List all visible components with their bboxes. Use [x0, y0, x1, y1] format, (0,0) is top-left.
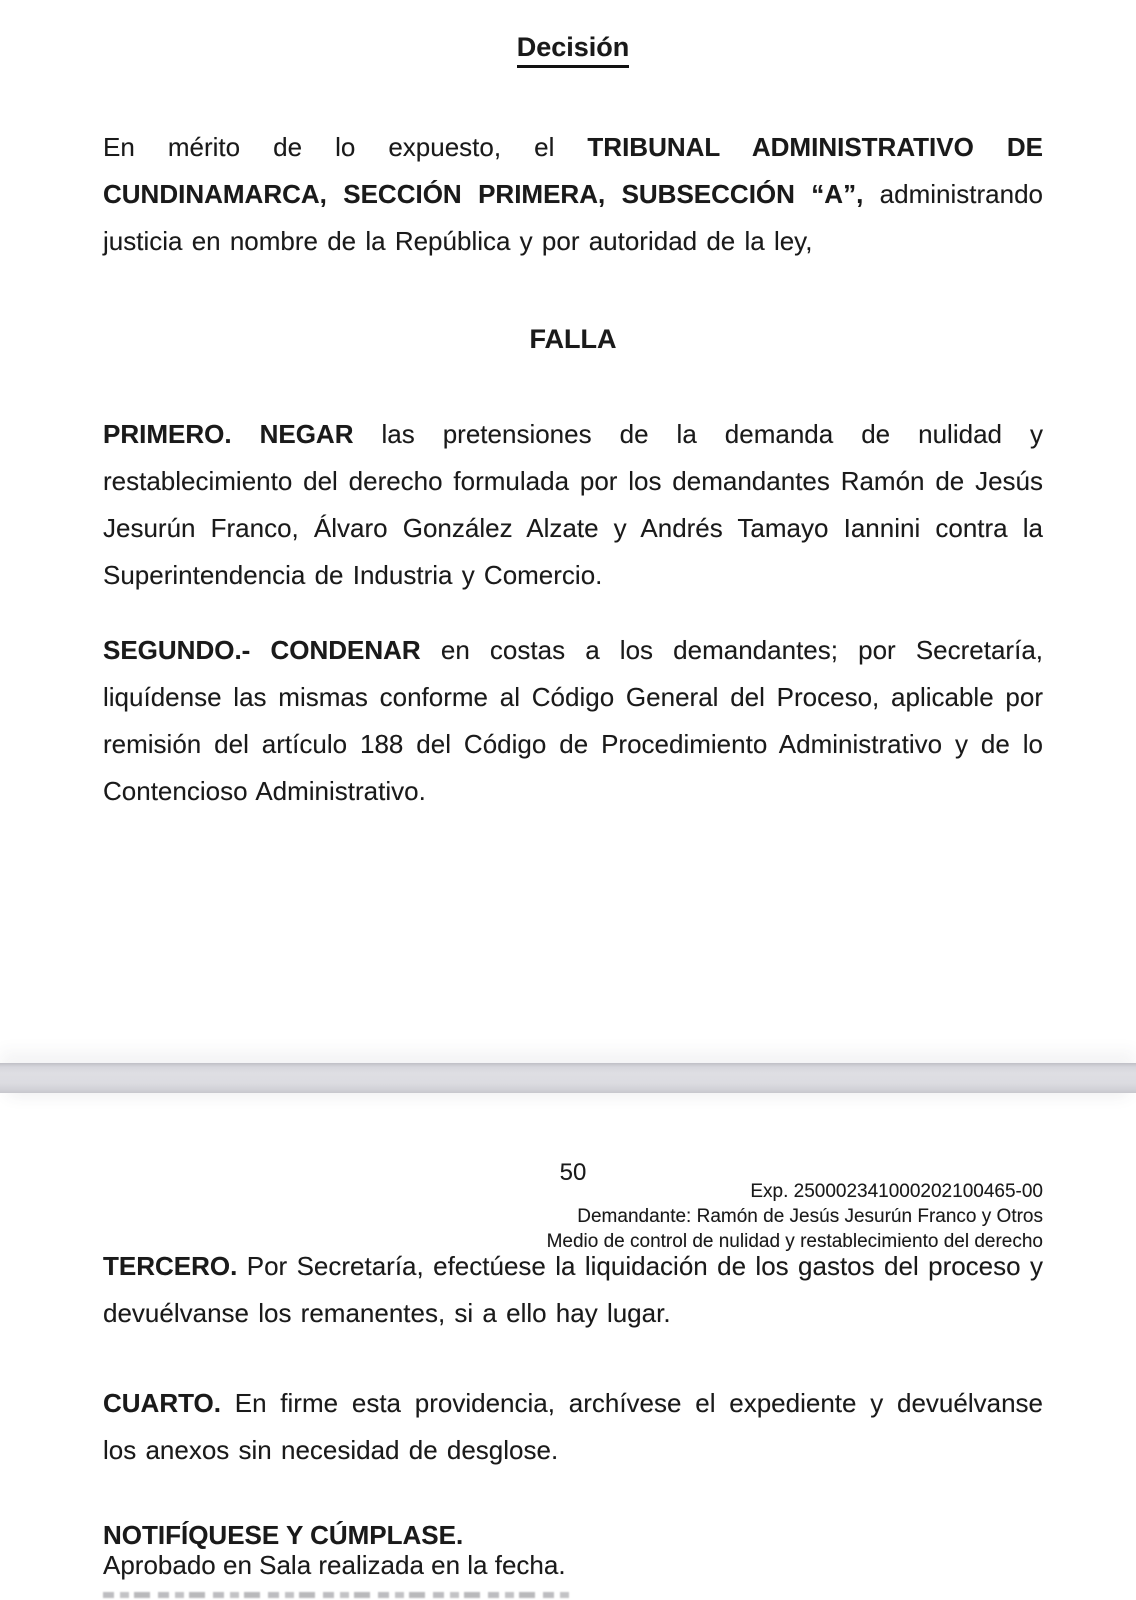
intro-text-start: En mérito de lo expuesto, el — [103, 132, 588, 162]
aprobado-line: Aprobado en Sala realizada en la fecha. — [103, 1550, 566, 1580]
medio-line: Medio de control de nulidad y restablecimiento del derecho — [546, 1231, 1043, 1252]
demandante-line: Demandante: Ramón de Jesús Jesurún Franco y Otros — [577, 1206, 1043, 1227]
decision-heading — [103, 0, 1043, 68]
primero-label: PRIMERO. NEGAR — [103, 419, 354, 449]
cuarto-label: CUARTO. — [103, 1388, 221, 1418]
primero-text: las pretensiones de la demanda de nulidad y restablecimiento del derecho formulada por los demandantes Ramón de Jesús Jesurún Franco, Álvaro González Alzate y Andrés Tamayo Iannini contra la Superintendencia de Industria y Comercio. — [103, 419, 1043, 590]
segundo-paragraph — [103, 627, 1043, 815]
intro-text-end: administrando justicia en nombre de la República y por autoridad de la ley, — [103, 179, 1043, 256]
tribunal-name-bold: TRIBUNAL ADMINISTRATIVO DE CUNDINAMARCA, SECCIÓN PRIMERA, SUBSECCIÓN “A”, — [103, 132, 1043, 209]
page-2 — [0, 1161, 1136, 1600]
intro-paragraph — [103, 124, 1043, 265]
page-number: 50 — [559, 1159, 587, 1186]
page-separator — [0, 1063, 1136, 1093]
segundo-label: SEGUNDO.- CONDENAR — [103, 635, 421, 665]
falla-heading: FALLA — [529, 324, 617, 354]
tercero-text: Por Secretaría, efectúese la liquidación de los gastos del proceso y devuélvanse los remanentes, si a ello hay lugar. — [103, 1251, 1043, 1328]
segundo-text: en costas a los demandantes; por Secretaría, liquídense las mismas conforme al Código General del Proceso, aplicable por remisión del artículo 188 del Código de Procedimiento Administrativo y de lo Contencioso Administrativo. — [103, 635, 1044, 806]
clipped-text-remnant — [103, 1592, 571, 1598]
cuarto-text: En firme esta providencia, archívese el expediente y devuélvanse los anexos sin necesidad de desglose. — [103, 1388, 1043, 1465]
tercero-paragraph — [103, 1243, 1043, 1337]
page-2-content — [103, 1161, 1043, 1598]
cuarto-paragraph — [103, 1380, 1043, 1474]
primero-paragraph — [103, 411, 1043, 599]
exp-line: Exp. 250002341000202100465-00 — [750, 1181, 1043, 1202]
page-1-content — [103, 0, 1043, 815]
decision-heading-text: Decisión — [517, 32, 630, 68]
tercero-label: TERCERO. — [103, 1251, 238, 1281]
notifiquese-line: NOTIFÍQUESE Y CÚMPLASE. — [103, 1520, 464, 1550]
